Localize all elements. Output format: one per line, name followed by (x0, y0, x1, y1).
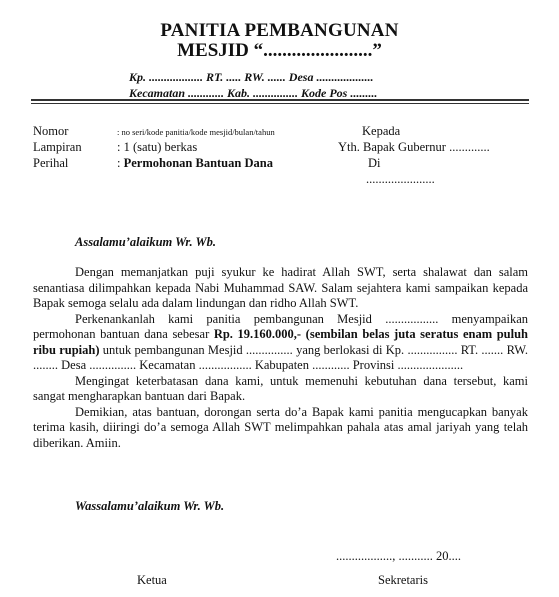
signature-date: .................., ........... 20.... (336, 549, 461, 563)
recipient-name: Yth. Bapak Gubernur ............. (338, 140, 490, 154)
signature-ketua: Ketua (137, 573, 167, 587)
letterhead-address-line-1: Kp. .................. RT. ..... RW. ...... Desa ................... (129, 70, 374, 84)
closing-greeting: Wassalamu’alaikum Wr. Wb. (75, 499, 225, 513)
letter-body (33, 265, 528, 451)
opening-greeting: Assalamu’alaikum Wr. Wb. (75, 235, 217, 249)
lampiran-value: : 1 (satu) berkas (117, 140, 198, 154)
letterhead-title: PANITIA PEMBANGUNAN (160, 20, 399, 41)
nomor-value: : no seri/kode panitia/kode mesjid/bulan/tahun (117, 127, 275, 137)
recipient-location: ...................... (366, 172, 435, 186)
recipient-di: Di (368, 156, 381, 170)
lampiran-label: Lampiran (33, 140, 82, 154)
recipient-kepada: Kepada (362, 124, 401, 138)
body-paragraph-2: Perkenankanlah kami panitia pembangunan Mesjid ................. menyampaikan permohonan bantuan dana sebesar Rp. 19.160.000,- (sembilan belas juta seratus enam puluh ribu rupiah) untuk pembangunan Mesjid ............... yang berlokasi di Kp. ................ RT. ....... RW. ........ Desa ............... Kecamatan ................. Kabupaten ............ Provinsi ..................... (33, 311, 528, 372)
body-paragraph-3: Mengingat keterbatasan dana kami, untuk memenuhi kebutuhan dana tersebut, kami sangat mengharapkan bantuan dari Bapak. (33, 373, 528, 403)
body-paragraph-1: Dengan memanjatkan puji syukur ke hadirat Allah SWT, serta shalawat dan salam senantiasa dilimpahkan kepada Nabi Muhammad SAW. Salam sejahtera kami sampaikan kepada Bapak semoga selalu ada dalam lindungan dan ridho Allah SWT. (33, 265, 528, 310)
perihal-value: : Permohonan Bantuan Dana (117, 156, 273, 170)
body-paragraph-4: Demikian, atas bantuan, dorongan serta do’a Bapak kami panitia mengucapkan banyak terima kasih, diiringi do’a semoga Allah SWT melimpahkan pahala atas amal jariyah yang telah diberikan. Amiin. (33, 404, 528, 450)
letterhead-mosque-name: MESJID “.......................” (177, 40, 382, 61)
perihal-label: Perihal (33, 156, 69, 170)
nomor-label: Nomor (33, 124, 69, 138)
signature-sekretaris: Sekretaris (378, 573, 428, 587)
letterhead-divider-thick (31, 99, 529, 101)
letterhead-address-line-2: Kecamatan ............ Kab. ............... Kode Pos ......... (129, 86, 378, 100)
letterhead-divider-thin (31, 103, 529, 104)
